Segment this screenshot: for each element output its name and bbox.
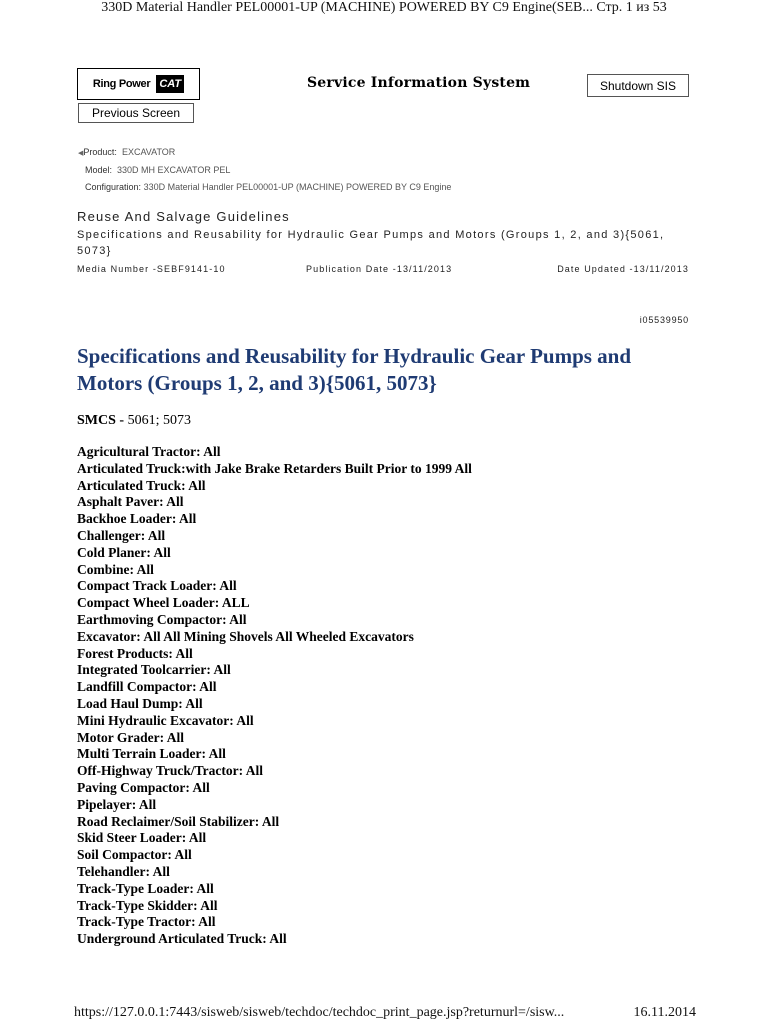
date-updated: Date Updated -13/11/2013 xyxy=(557,264,689,274)
configuration-label: Configuration: xyxy=(85,182,142,192)
print-footer xyxy=(74,1005,696,1021)
back-arrow-icon[interactable]: ◀ xyxy=(78,150,84,157)
dealer-logo-text: Ring Power xyxy=(92,78,151,90)
document-header xyxy=(77,209,697,259)
model-list-item: Track-Type Loader: All xyxy=(77,880,214,896)
model-list-item: Integrated Toolcarrier: All xyxy=(77,662,231,678)
model-list-item: Agricultural Tractor: All xyxy=(77,444,221,459)
product-row xyxy=(78,144,451,162)
document-type: Reuse And Salvage Guidelines xyxy=(77,209,290,224)
sis-title: Service Information System xyxy=(307,75,531,91)
model-value: 330D MH EXCAVATOR PEL xyxy=(117,165,231,175)
media-info-row xyxy=(77,264,689,274)
product-value: EXCAVATOR xyxy=(121,147,176,157)
model-list-item: Underground Articulated Truck: All xyxy=(77,931,287,947)
document-subtitle: Specifications and Reusability for Hydraulic Gear Pumps and Motors (Groups 1, 2, and 3){5061, 5073} xyxy=(77,229,665,257)
model-list-item: Challenger: All xyxy=(77,527,166,543)
print-url: https://127.0.0.1:7443/sisweb/sisweb/techdoc/techdoc_print_page.jsp?returnurl=/sisw... xyxy=(74,1005,565,1020)
model-label: Model: xyxy=(85,165,113,175)
model-list-item: Telehandler: All xyxy=(77,863,170,879)
print-header: 330D Material Handler PEL00001-UP (MACHINE) POWERED BY C9 Engine(SEB... Стр. 1 из 53 xyxy=(101,0,667,15)
previous-screen-button[interactable]: Previous Screen xyxy=(78,103,194,123)
model-list-item: Road Reclaimer/Soil Stabilizer: All xyxy=(77,813,280,829)
model-row xyxy=(78,162,451,179)
applicable-models-list xyxy=(77,444,472,948)
cat-logo-icon: CAT xyxy=(156,75,184,93)
model-list-item: Compact Wheel Loader: ALL xyxy=(77,595,250,611)
model-list-item: Backhoe Loader: All xyxy=(77,511,197,527)
model-list-item: Pipelayer: All xyxy=(77,796,157,812)
model-list-item: Multi Terrain Loader: All xyxy=(77,746,226,762)
smcs-codes xyxy=(77,413,191,429)
smcs-value: 5061; 5073 xyxy=(124,413,191,428)
model-list-item: Skid Steer Loader: All xyxy=(77,830,207,846)
ring-power-cat-logo xyxy=(77,68,200,100)
model-list-item: Earthmoving Compactor: All xyxy=(77,611,247,627)
model-list-item: Cold Planer: All xyxy=(77,544,171,560)
shutdown-sis-button[interactable]: Shutdown SIS xyxy=(587,74,689,97)
model-list-item: Track-Type Skidder: All xyxy=(77,897,218,913)
model-list-item: Combine: All xyxy=(77,561,154,577)
model-list-item: Landfill Compactor: All xyxy=(77,679,217,695)
model-list-item: Off-Highway Truck/Tractor: All xyxy=(77,763,263,779)
model-list-item: Soil Compactor: All xyxy=(77,847,192,863)
model-list-item: Load Haul Dump: All xyxy=(77,695,203,711)
publication-date: Publication Date -13/11/2013 xyxy=(306,264,453,274)
model-list-item: Articulated Truck:with Jake Brake Retarders Built Prior to 1999 All xyxy=(77,460,472,476)
model-list-item: Asphalt Paver: All xyxy=(77,494,184,510)
model-list-item: Excavator: All All Mining Shovels All Wheeled Excavators xyxy=(77,628,414,644)
model-list-item: Track-Type Tractor: All xyxy=(77,914,216,930)
illustration-id: i05539950 xyxy=(639,315,689,325)
smcs-label: SMCS - xyxy=(77,413,125,428)
model-list-item: Paving Compactor: All xyxy=(77,779,210,795)
configuration-row xyxy=(78,179,451,196)
page-title: Specifications and Reusability for Hydraulic Gear Pumps and Motors (Groups 1, 2, and 3){5061, 5073} xyxy=(77,344,632,395)
media-number: Media Number -SEBF9141-10 xyxy=(77,264,226,274)
configuration-value: 330D Material Handler PEL00001-UP (MACHINE) POWERED BY C9 Engine xyxy=(143,182,452,192)
product-label: Product: xyxy=(83,147,117,157)
print-date: 16.11.2014 xyxy=(633,1005,696,1020)
product-metadata xyxy=(78,144,451,196)
model-list-item: Motor Grader: All xyxy=(77,729,184,745)
model-list-item: Articulated Truck: All xyxy=(77,477,206,493)
model-list-item: Forest Products: All xyxy=(77,645,193,661)
model-list-item: Compact Track Loader: All xyxy=(77,578,237,594)
model-list-item: Mini Hydraulic Excavator: All xyxy=(77,712,254,728)
